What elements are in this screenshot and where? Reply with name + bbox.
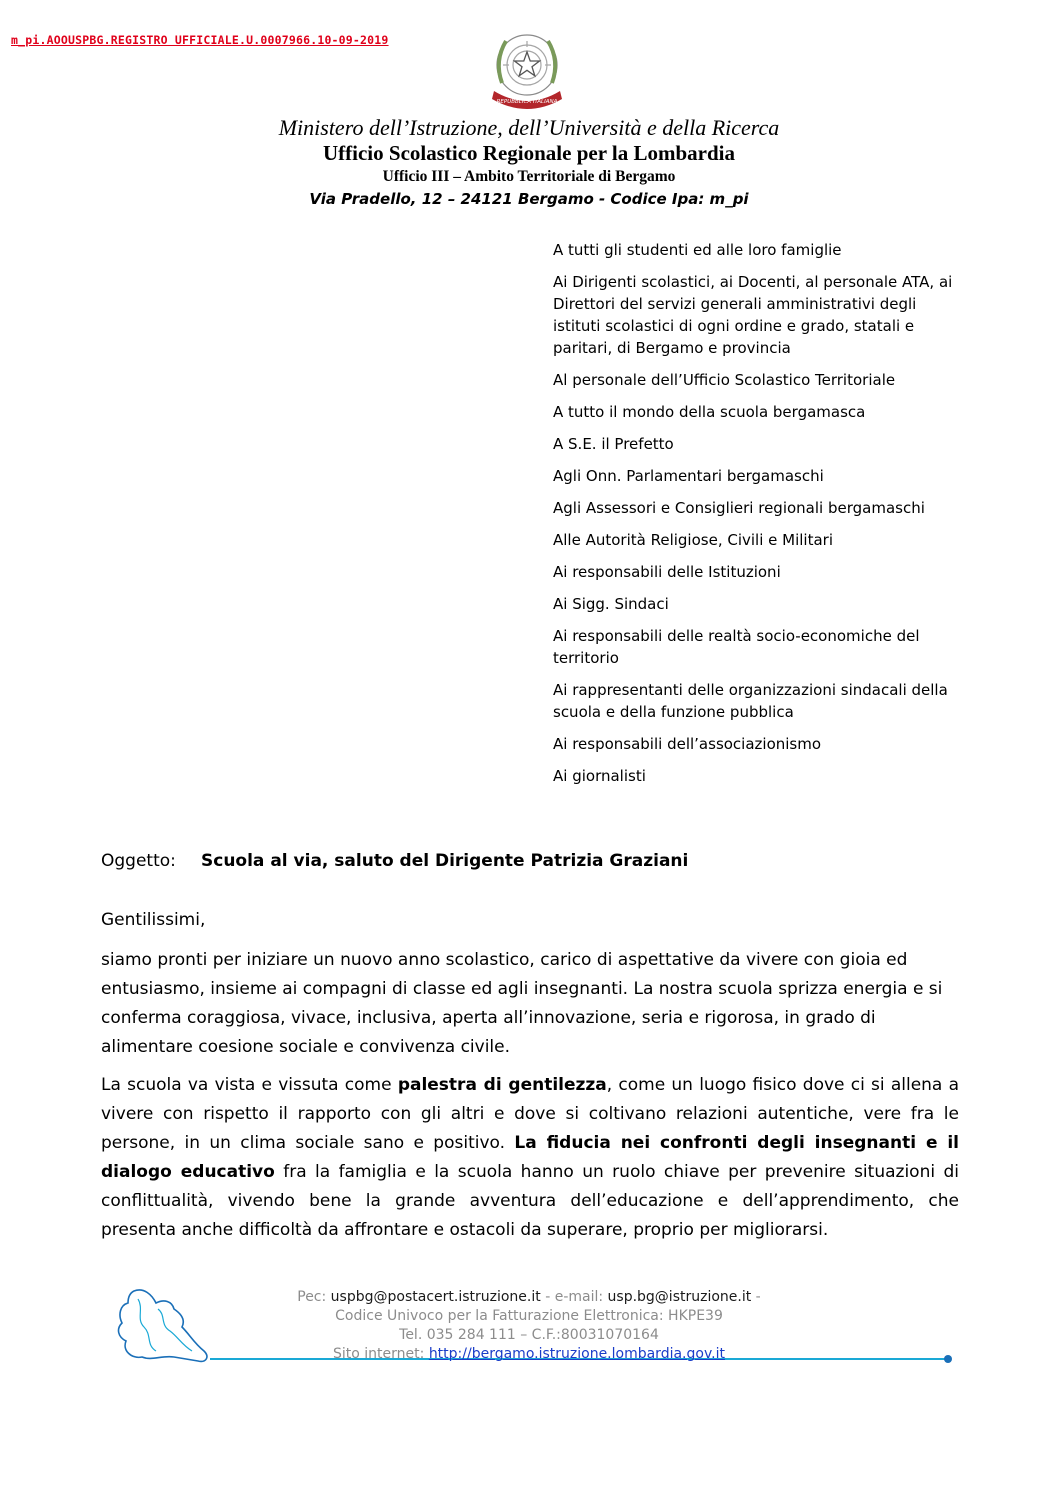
recipient-item: Ai responsabili delle Istituzioni bbox=[553, 563, 781, 581]
pec-address[interactable]: uspbg@postacert.istruzione.it bbox=[330, 1289, 541, 1305]
site-label: Sito internet: bbox=[333, 1346, 429, 1362]
recipient-item: A tutti gli studenti ed alle loro famiglie bbox=[553, 241, 842, 259]
recipient-item: Agli Onn. Parlamentari bergamaschi bbox=[553, 467, 824, 485]
recipient-item: Ai giornalisti bbox=[553, 767, 646, 785]
lombardia-region-outline-icon bbox=[108, 1285, 218, 1367]
website-link[interactable]: http://bergamo.istruzione.lombardia.gov.it bbox=[428, 1346, 725, 1362]
email-address[interactable]: usp.bg@istruzione.it bbox=[607, 1289, 752, 1305]
paragraph-2-text: , come un luogo fisico dove ci si allena a vivere con rispetto il rapporto con gli altri e dove si coltivano relazioni autentiche, vere fra le persone, in un clima sociale sano e positivo. bbox=[101, 1075, 959, 1153]
email-suffix: - bbox=[751, 1289, 761, 1305]
footer-site-row bbox=[232, 1345, 826, 1364]
emblem-motto: REPUBBLICA ITALIANA bbox=[496, 99, 558, 105]
footer-contacts bbox=[232, 1288, 826, 1364]
recipient-item: Ai Sigg. Sindaci bbox=[553, 595, 669, 613]
paragraph-2-bold: La fiducia nei confronti degli insegnanti e il dialogo educativo bbox=[101, 1133, 959, 1182]
recipient-item: Ai rappresentanti delle organizzazioni sindacali della scuola e della funzione pubblica bbox=[553, 681, 948, 721]
regional-office-name: Ufficio Scolastico Regionale per la Lombardia bbox=[323, 141, 735, 165]
greeting: Gentilissimi, bbox=[101, 910, 206, 930]
pec-label: Pec: bbox=[297, 1289, 331, 1305]
footer-divider-dot bbox=[944, 1355, 952, 1363]
paragraph-1: siamo pronti per iniziare un nuovo anno scolastico, carico di aspettative da vivere con gioia ed entusiasmo, insieme ai compagni di classe ed agli insegnanti. La nostra scuola sprizza energia e si conferma coraggiosa, vivace, inclusiva, aperta all’innovazione, seria e rigorosa, in grado di alimentare coesione sociale e convivenza civile. bbox=[101, 950, 943, 1057]
letterhead bbox=[100, 115, 958, 210]
phone-fiscal-code: Tel. 035 284 111 – C.F.:80031070164 bbox=[399, 1327, 659, 1343]
recipient-item: Ai Dirigenti scolastici, ai Docenti, al personale ATA, ai Direttori del servizi generali amministrativi degli istituti scolastici di ogni ordine e grado, statali e paritari, di Bergamo e provincia bbox=[553, 273, 953, 357]
office-address: Via Pradello, 12 – 24121 Bergamo - Codice Ipa: m_pi bbox=[309, 190, 749, 208]
recipients-list bbox=[553, 239, 961, 797]
repubblica-italiana-emblem-icon bbox=[488, 27, 566, 113]
recipient-item: Ai responsabili delle realtà socio-economiche del territorio bbox=[553, 627, 920, 667]
recipient-item: A tutto il mondo della scuola bergamasca bbox=[553, 403, 866, 421]
recipient-item: Agli Assessori e Consiglieri regionali bergamaschi bbox=[553, 499, 925, 517]
paragraph-2-text: fra la famiglia e la scuola hanno un ruolo chiave per prevenire situazioni di conflittualità, vivendo bene la grande avventura dell’educazione e dell’apprendimento, che presenta anche difficoltà da affrontare e ostacoli da superare, proprio per migliorarsi. bbox=[101, 1162, 959, 1240]
recipient-item: Ai responsabili dell’associazionismo bbox=[553, 735, 822, 753]
recipient-item: A S.E. il Prefetto bbox=[553, 435, 674, 453]
footer-email-row bbox=[232, 1288, 826, 1307]
ministry-name: Ministero dell’Istruzione, dell’Università e della Ricerca bbox=[278, 115, 780, 140]
protocol-stamp: m_pi.AOOUSPBG.REGISTRO UFFICIALE.U.0007966.10-09-2019 bbox=[11, 33, 389, 47]
subject-label: Oggetto: bbox=[101, 851, 176, 871]
subject-text: Scuola al via, saluto del Dirigente Patrizia Graziani bbox=[201, 851, 689, 871]
paragraph-2-text: La scuola va vista e vissuta come bbox=[101, 1075, 398, 1095]
paragraph-2 bbox=[101, 1071, 959, 1245]
office-name: Ufficio III – Ambito Territoriale di Bergamo bbox=[382, 168, 676, 185]
email-label: - e-mail: bbox=[540, 1289, 608, 1305]
invoice-code: Codice Univoco per la Fatturazione Elettronica: HKPE39 bbox=[335, 1308, 723, 1324]
recipient-item: Alle Autorità Religiose, Civili e Militari bbox=[553, 531, 833, 549]
subject-line bbox=[101, 849, 688, 873]
recipient-item: Al personale dell’Ufficio Scolastico Territoriale bbox=[553, 371, 896, 389]
paragraph-2-bold: palestra di gentilezza bbox=[397, 1075, 607, 1095]
